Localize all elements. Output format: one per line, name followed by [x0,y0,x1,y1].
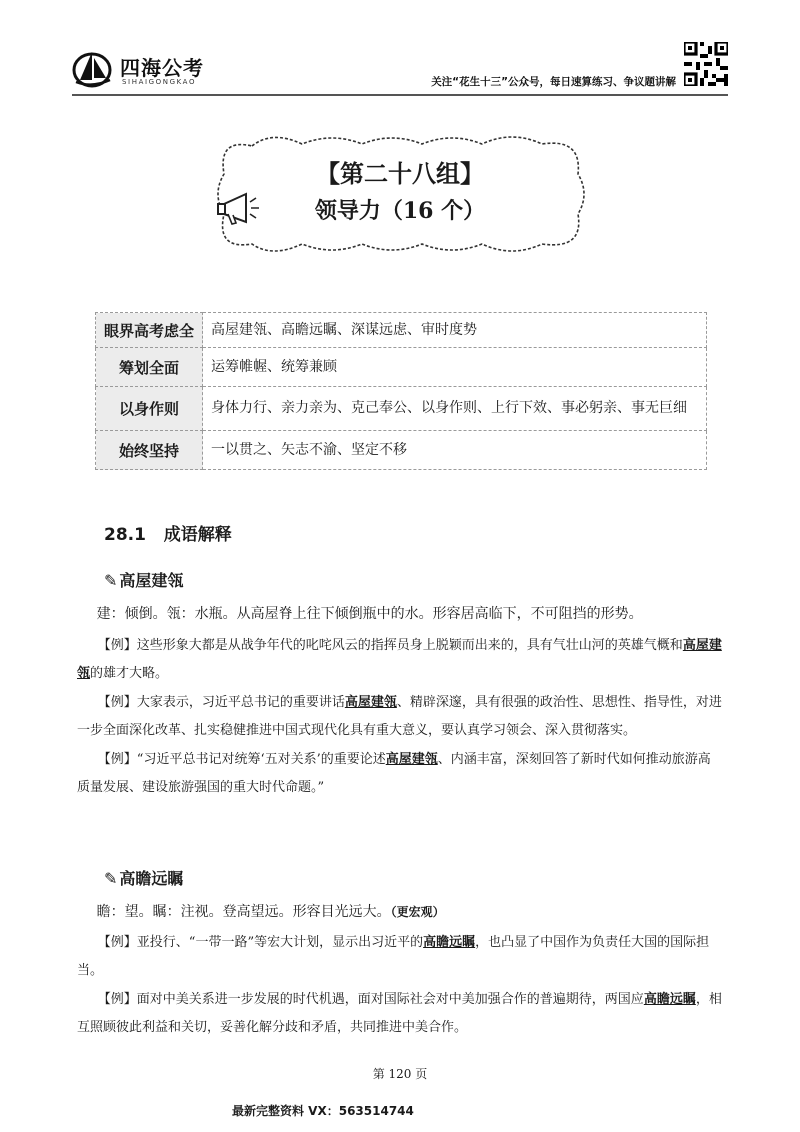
pencil-icon: ✎ [104,571,118,590]
highlight-term: 高屋建瓴 [77,638,722,681]
page-header [72,40,728,96]
sailboat-logo-icon [72,48,116,88]
pencil-icon: ✎ [104,869,118,888]
logo [72,48,252,88]
table-row [96,348,707,387]
section-title: 28.1 成语解释 [104,525,232,545]
header-note: 关注“花生十三”公众号，每日速算练习、争议题讲解 [431,76,676,88]
table-row [96,313,707,348]
term-label: 高瞻远瞩 [119,869,184,888]
example: 【例】“习近平总书记对统筹‘五对关系’的重要论述高屋建瓴、内涵丰富，深刻回答了新时代如何推动旅游高质量发展、建设旅游强国的重大时代命题。” [77,752,711,795]
idioms-cell: 运筹帷幄、统筹兼顾 [203,348,707,387]
table-row [96,431,707,470]
idioms-cell: 高屋建瓴、高瞻远瞩、深谋远虑、审时度势 [203,313,707,348]
group-subtitle: 领导力（16 个） [314,198,486,224]
example: 【例】大家表示，习近平总书记的重要讲话高屋建瓴、精辟深邃，具有很强的政治性、思想性、指导性，对进一步全面深化改革、扎实稳健推进中国式现代化具有重大意义，要认真学习领会、深入贯彻落实。 [77,695,722,738]
definition: 瞻：望。瞩：注视。登高望远。形容目光远大。（更宏观） [96,904,445,920]
group-title: 【第二十八组】 [316,159,484,188]
category-cell: 以身作则 [96,387,203,431]
example: 【例】亚投行、“一带一路”等宏大计划，显示出习近平的高瞻远瞩，也凸显了中国作为负责任大国的国际担当。 [77,935,710,978]
summary-table [95,312,707,470]
term-label: 高屋建瓴 [119,571,184,590]
table-row [96,387,707,431]
logo-text: 四海公考 [120,56,204,80]
highlight-term: 高屋建瓴 [344,695,397,710]
example: 【例】面对中美关系进一步发展的时代机遇，面对国际社会对中美加强合作的普遍期待，两国应高瞻远瞩，相互照顾彼此利益和关切，妥善化解分歧和矛盾，共同推进中美合作。 [77,992,722,1035]
scope-tag: （更宏观） [390,905,445,919]
logo-subtext: SIHAIGONGKAO [122,78,197,86]
idiom-term [104,568,183,591]
idioms-cell: 一以贯之、矢志不渝、坚定不移 [203,431,707,470]
category-cell: 眼界高考虑全 [96,313,203,348]
definition: 建：倾倒。瓴：水瓶。从高屋脊上往下倾倒瓶中的水。形容居高临下，不可阻挡的形势。 [96,606,643,622]
idiom-term [104,866,183,889]
highlight-term: 高屋建瓴 [385,752,438,767]
footer-contact: 最新完整资料 VX：563514744 [232,1104,414,1118]
qr-code-icon [684,42,728,86]
highlight-term: 高瞻远瞩 [423,935,476,950]
page-number: 第 120 页 [372,1067,428,1081]
highlight-term: 高瞻远瞩 [643,992,696,1007]
category-cell: 筹划全面 [96,348,203,387]
header-divider [72,94,728,96]
example: 【例】这些形象大都是从战争年代的叱咤风云的指挥员身上脱颖而出来的，具有气壮山河的英雄气概和高屋建瓴的雄才大略。 [77,638,722,681]
idioms-cell: 身体力行、亲力亲为、克己奉公、以身作则、上行下效、事必躬亲、事无巨细 [203,387,707,431]
category-cell: 始终坚持 [96,431,203,470]
